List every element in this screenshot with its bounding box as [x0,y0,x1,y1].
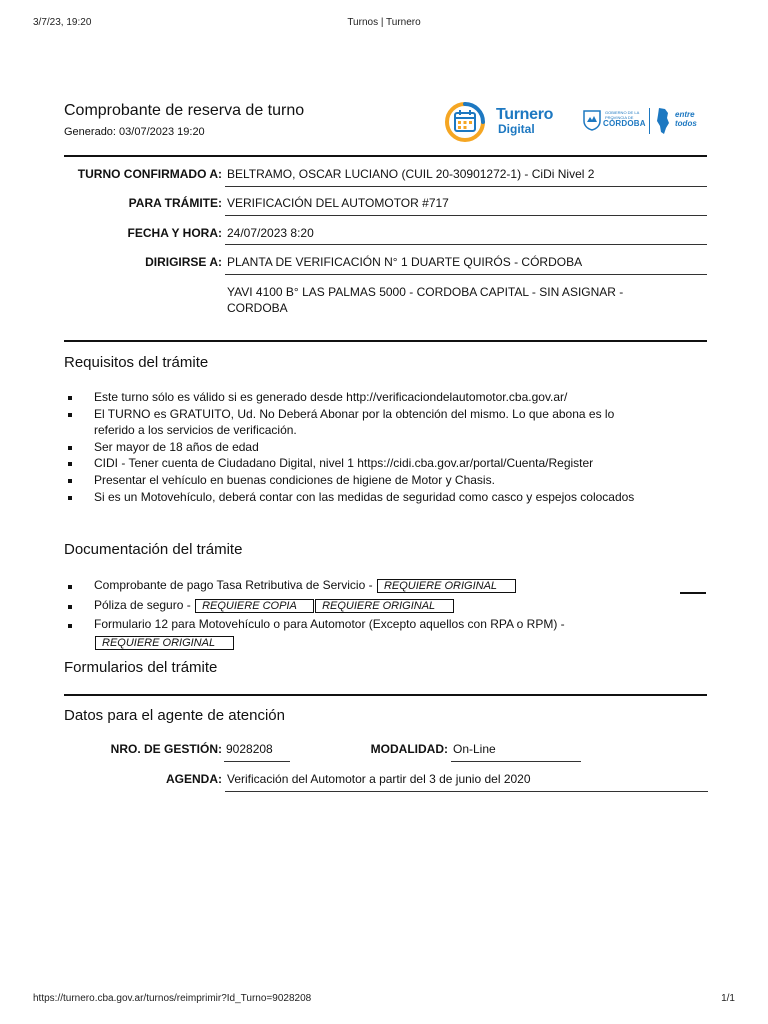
gestion-label: NRO. DE GESTIÓN: [110,742,222,756]
documento-item [66,617,666,635]
bullet-icon [68,624,72,628]
requisito-item [66,439,636,456]
print-url: https://turnero.cba.gov.ar/turnos/reimprimir?Id_Turno=9028208 [33,993,312,1004]
bullet-icon [68,396,72,400]
requisito-text: Si es un Motovehículo, deberá contar con las medidas de seguridad como casco y espejos colocados [94,489,635,504]
province-map-icon [655,107,671,135]
bullet-icon [68,413,72,417]
divider-turno [64,340,707,342]
dash-mark [680,592,706,594]
documento-item [66,598,666,617]
requisitos-title: Requisitos del trámite [64,354,209,371]
divider-formularios [64,694,707,696]
requisito-item [66,489,636,506]
requisito-text: CIDI - Tener cuenta de Ciudadano Digital, nivel 1 https://cidi.cba.gov.ar/portal/Cuenta/Register [94,456,594,471]
requisito-item [66,406,636,439]
direccion-line1: YAVI 4100 B° LAS PALMAS 5000 - CORDOBA CAPITAL - SIN ASIGNAR - [227,285,624,299]
document-title: Comprobante de reserva de turno [64,102,305,119]
requiere-original-tag: REQUIERE ORIGINAL [315,599,454,613]
requiere-original-tag: REQUIERE ORIGINAL [377,579,516,593]
bullet-icon [68,496,72,500]
logo-entre-todos-text [675,110,697,128]
requisitos-list [66,389,636,505]
agenda-label: AGENDA: [166,772,222,786]
documento-tag-row [66,635,666,651]
gestion-value: 9028208 [226,742,273,756]
requisito-item [66,472,636,489]
bullet-icon [68,446,72,450]
agenda-underline [225,791,708,792]
requisito-text: Este turno sólo es válido si es generado desde http://verificaciondelautomotor.cba.gov.ar/ [94,390,568,404]
dirigirse-underline [225,274,707,275]
print-page-title: Turnos | Turnero [347,17,421,28]
modalidad-label: MODALIDAD: [370,742,448,756]
bullet-icon [68,605,72,609]
fecha-value: 24/07/2023 8:20 [227,226,314,240]
requisito-text: Presentar el vehículo en buenas condiciones de higiene de Motor y Chasis. [94,472,495,487]
requiere-original-tag: REQUIERE ORIGINAL [95,636,234,650]
divider-top [64,155,707,157]
requisito-item [66,455,636,472]
modalidad-value: On-Line [453,742,496,756]
logo-digital-text: Digital [498,122,535,136]
generated-date: Generado: 03/07/2023 19:20 [64,126,205,138]
logo-cordoba-text: CÓRDOBA [603,119,646,128]
dirigirse-value: PLANTA DE VERIFICACIÓN N° 1 DUARTE QUIRÓS - CÓRDOBA [227,255,583,269]
logo-gov-small-text: GOBIERNO DE LA PROVINCIA DE [605,110,640,120]
print-page-number: 1/1 [721,993,735,1004]
documento-text: Formulario 12 para Motovehículo o para Automotor (Excepto aquellos con RPA o RPM) - [94,617,565,631]
documentacion-title: Documentación del trámite [64,541,243,558]
print-header [33,17,735,31]
dirigirse-label: DIRIGIRSE A: [145,255,222,269]
bullet-icon [68,462,72,466]
gestion-underline [224,761,290,762]
tramite-value: VERIFICACIÓN DEL AUTOMOTOR #717 [227,196,449,210]
tramite-label: PARA TRÁMITE: [128,196,222,210]
bullet-icon [68,479,72,483]
formularios-title: Formularios del trámite [64,659,218,676]
logo-todos: todos [675,119,697,128]
requisito-item [66,389,636,406]
logo-turnero-text: Turnero [496,106,554,123]
cordoba-shield-icon [582,109,602,131]
documentacion-list [66,578,666,651]
logo-entre: entre [675,110,695,119]
logo-divider [649,108,650,134]
print-datetime: 3/7/23, 19:20 [33,17,92,28]
modalidad-underline [451,761,581,762]
agente-title: Datos para el agente de atención [64,707,285,724]
requisito-text: Ser mayor de 18 años de edad [94,439,259,454]
documento-text: Póliza de seguro - [94,598,191,612]
turno-confirmado-value: BELTRAMO, OSCAR LUCIANO (CUIL 20-30901272-1) - CiDi Nivel 2 [227,167,595,181]
agenda-value: Verificación del Automotor a partir del 3 de junio del 2020 [227,772,531,786]
turnero-digital-logo [443,100,708,144]
calendar-icon [443,100,487,144]
turno-confirmado-underline [225,186,707,187]
print-footer [33,993,735,1007]
documento-item [66,578,666,598]
requisito-text: El TURNO es GRATUITO, Ud. No Deberá Abonar por la obtención del mismo. Lo que abona es lo referido a los servicios de verificación. [94,406,615,438]
turno-confirmado-label: TURNO CONFIRMADO A: [77,167,222,181]
tramite-underline [225,215,707,216]
direccion-line2: CORDOBA [227,301,288,315]
fecha-label: FECHA Y HORA: [127,226,222,240]
bullet-icon [68,585,72,589]
fecha-underline [225,244,707,245]
documento-text: Comprobante de pago Tasa Retributiva de Servicio - [94,578,373,592]
requiere-copia-tag: REQUIERE COPIA [195,599,314,613]
